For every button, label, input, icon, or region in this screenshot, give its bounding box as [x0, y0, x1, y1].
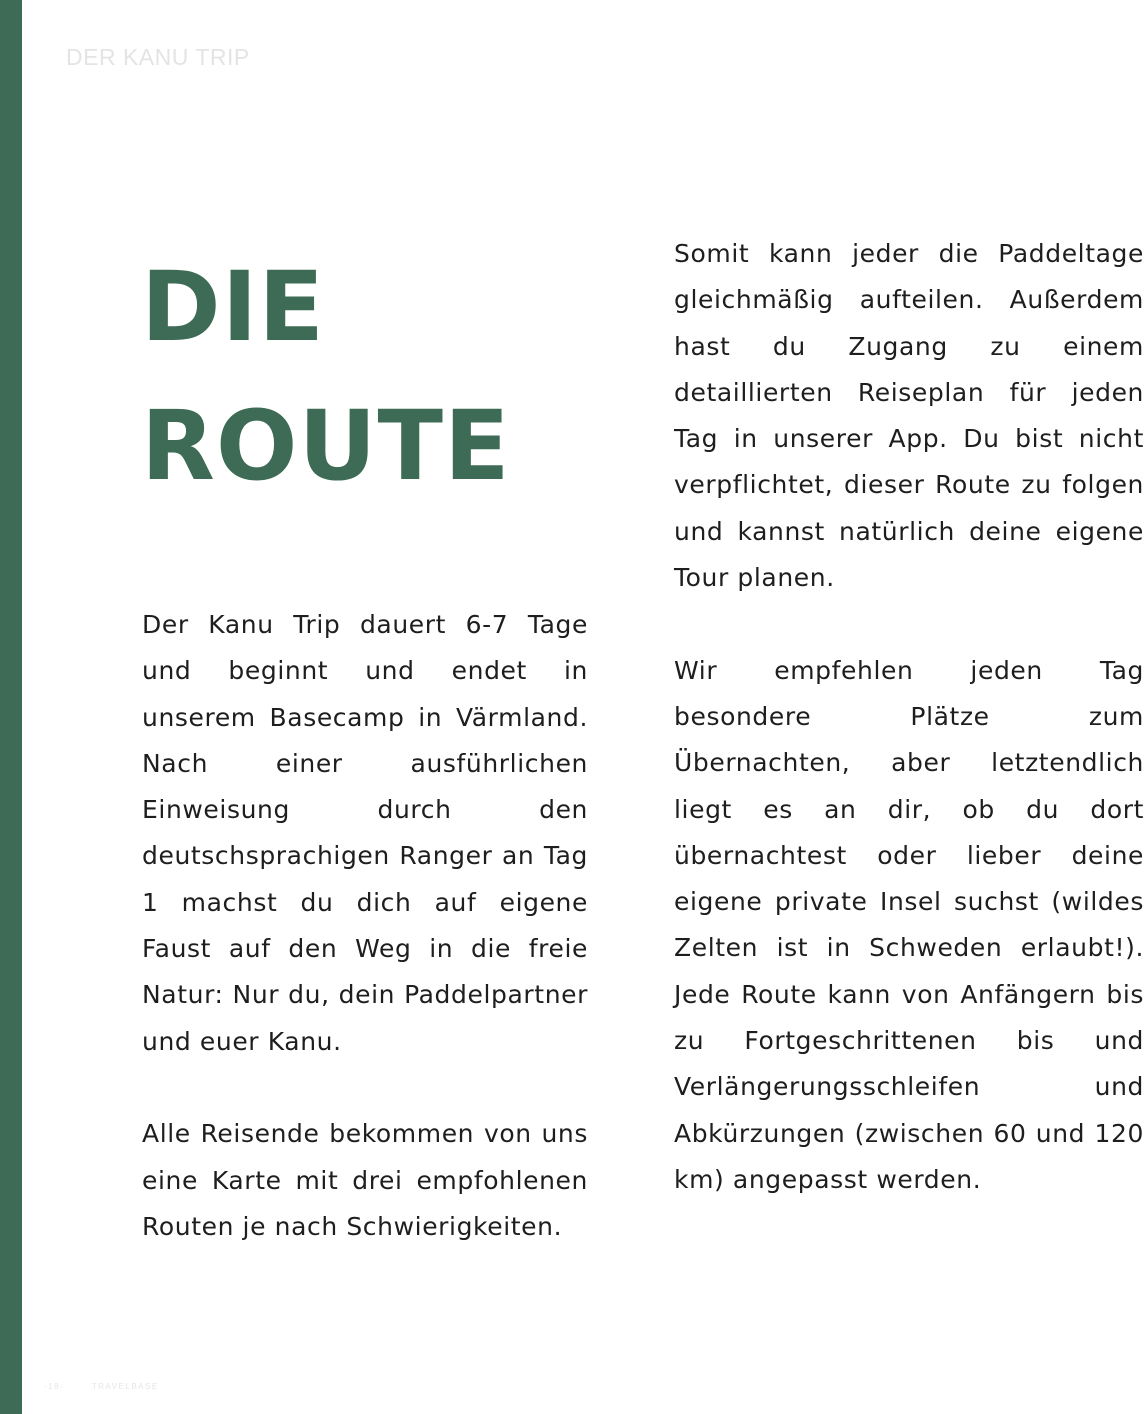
page-footer — [44, 1382, 159, 1391]
left-text-column — [142, 602, 588, 1250]
right-paragraph-2: Wir empfehlen jeden Tag besondere Plätze zum Übernachten, aber letztendlich liegt es an dir, ob du dort übernachtest oder lieber deine eigene private Insel suchst (wildes Zelten ist in Schweden erlaubt!). Jede Route kann von Anfängern bis zu Fortgeschrittenen bis und Verlängerungsschleifen und Abkürzungen (zwischen 60 und 120 km) angepasst werden. — [674, 655, 1144, 1194]
right-text-column — [674, 231, 1144, 1203]
left-paragraph-1: Der Kanu Trip dauert 6-7 Tage und beginnt und endet in unserem Basecamp in Värmland. Nach einer ausführlichen Einweisung durch den deutschsprachigen Ranger an Tag 1 machst du dich auf eigene Faust auf den Weg in die freie Natur: Nur du, dein Paddelpartner und euer Kanu. — [142, 610, 588, 1056]
page-title-line-2: ROUTE — [141, 390, 511, 502]
left-paragraph-2: Alle Reisende bekommen von uns eine Karte mit drei empfohlenen Routen je nach Schwierigkeiten. — [142, 1119, 588, 1241]
right-text-column-clip — [674, 231, 1144, 1361]
page-title — [141, 238, 511, 516]
page-title-line-1: DIE — [141, 251, 325, 363]
page-number: -18- — [44, 1382, 65, 1391]
green-side-bar — [0, 0, 22, 1414]
running-header: DER KANU TRIP — [66, 44, 250, 70]
publication-name: TRAVELBASE — [91, 1382, 159, 1391]
right-paragraph-1: Somit kann jeder die Paddeltage gleichmäßig aufteilen. Außerdem hast du Zugang zu einem detaillierten Reiseplan für jeden Tag in unserer App. Du bist nicht verpflichtet, dieser Route zu folgen und kannst natürlich deine eigene Tour planen. — [674, 239, 1144, 593]
